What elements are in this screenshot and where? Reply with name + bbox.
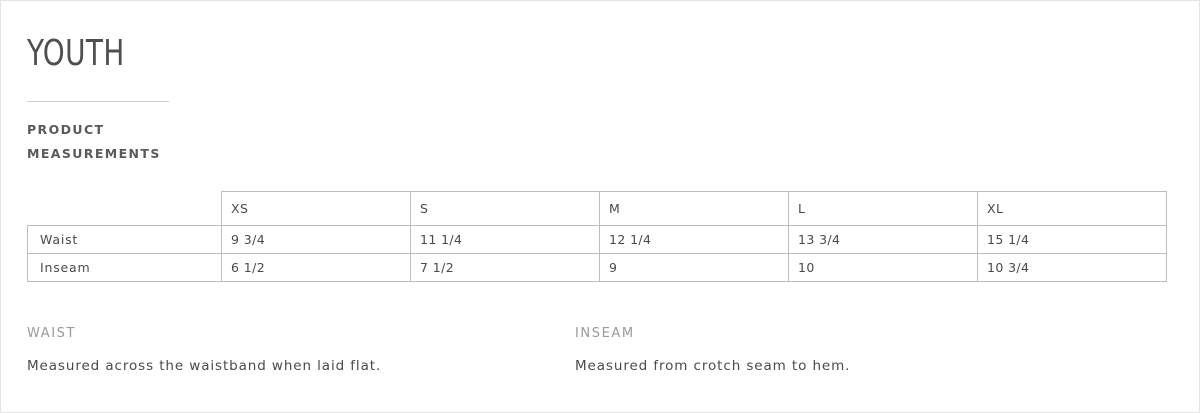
row-label-waist: Waist	[28, 226, 222, 254]
note-waist-body: Measured across the waistband when laid flat.	[27, 358, 382, 375]
cell-inseam-xs: 6 1/2	[222, 254, 411, 282]
page-title: YOUTH	[27, 33, 125, 74]
note-inseam-title: INSEAM	[575, 326, 635, 342]
table-row	[28, 226, 1167, 254]
section-subtitle	[27, 118, 1173, 166]
table-header-row	[28, 192, 1167, 226]
title-divider	[27, 101, 169, 102]
note-waist	[27, 326, 575, 374]
cell-waist-s: 11 1/4	[411, 226, 600, 254]
note-inseam	[575, 326, 1123, 374]
measurement-notes	[27, 326, 1173, 374]
cell-waist-m: 12 1/4	[600, 226, 789, 254]
content-container	[27, 35, 1173, 374]
subtitle-line-2: MEASUREMENTS	[27, 145, 161, 161]
table-row	[28, 254, 1167, 282]
note-inseam-body: Measured from crotch seam to hem.	[575, 358, 851, 375]
cell-waist-xl: 15 1/4	[978, 226, 1167, 254]
column-header-s: S	[411, 192, 600, 226]
cell-inseam-s: 7 1/2	[411, 254, 600, 282]
cell-inseam-l: 10	[789, 254, 978, 282]
cell-waist-xs: 9 3/4	[222, 226, 411, 254]
column-header-xl: XL	[978, 192, 1167, 226]
row-label-inseam: Inseam	[28, 254, 222, 282]
column-header-xs: XS	[222, 192, 411, 226]
measurements-table	[27, 191, 1167, 282]
cell-waist-l: 13 3/4	[789, 226, 978, 254]
cell-inseam-xl: 10 3/4	[978, 254, 1167, 282]
subtitle-line-1: PRODUCT	[27, 121, 105, 137]
column-header-l: L	[789, 192, 978, 226]
table-corner-cell	[28, 192, 222, 226]
note-waist-title: WAIST	[27, 326, 77, 342]
column-header-m: M	[600, 192, 789, 226]
cell-inseam-m: 9	[600, 254, 789, 282]
